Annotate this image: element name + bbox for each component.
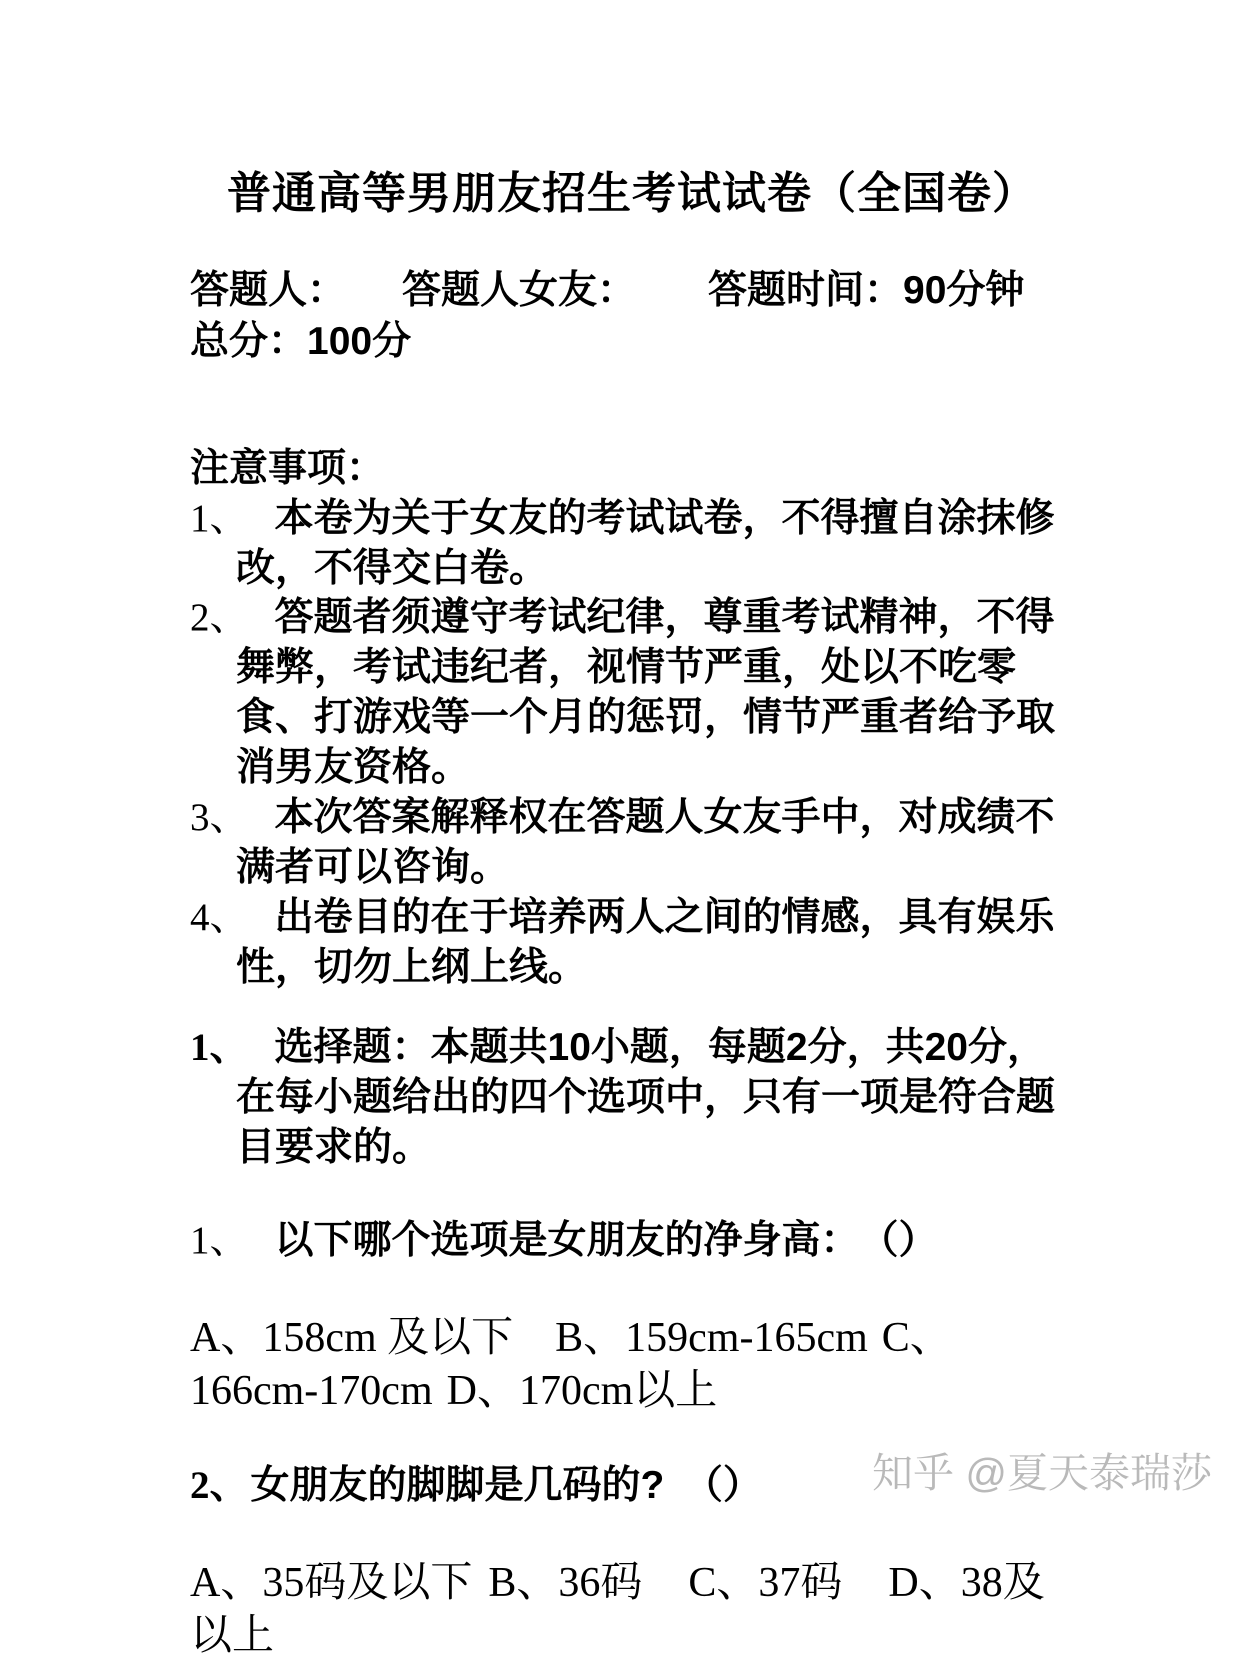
section-1-text: 选择题：本题共10小题，每题2分，共20分，在每小题给出的四个选项中，只有一项是符合题目要求的。 xyxy=(236,1025,1056,1169)
time-label: 答题时间： xyxy=(708,268,904,312)
question-2-option-d: D、38及以上 xyxy=(190,1560,1045,1659)
girlfriend-label: 答题人女友： xyxy=(402,268,637,312)
notice-item-4 xyxy=(190,893,1074,993)
section-1-number: 1、 xyxy=(190,1025,249,1069)
notice-item-1-text: 本卷为关于女友的考试试卷，不得擅自涂抹修改，不得交白卷。 xyxy=(236,496,1055,590)
question-2-option-b: B、36码 xyxy=(488,1560,643,1607)
question-2-option-a: A、35码及以下 xyxy=(190,1560,473,1607)
zhihu-watermark: 知乎 @夏天泰瑞莎 xyxy=(872,1450,1213,1496)
question-2-options xyxy=(190,1557,1074,1662)
notice-item-3 xyxy=(190,793,1074,893)
question-1-option-a: A、158cm 及以下 xyxy=(190,1315,514,1362)
question-1-option-d: D、170cm以上 xyxy=(446,1367,718,1414)
notice-item-1-number: 1、 xyxy=(190,496,249,540)
question-1-text: 以下哪个选项是女朋友的净身高： （） xyxy=(274,1219,938,1263)
section-1-intro xyxy=(190,1023,1074,1173)
total-label: 总分： xyxy=(190,320,308,364)
question-2-option-c: C、37码 xyxy=(688,1560,843,1607)
time-field xyxy=(708,269,1024,312)
notice-heading: 注意事项： xyxy=(190,446,386,490)
notice-item-4-text: 出卷目的在于培养两人之间的情感，具有娱乐性，切勿上纲上线。 xyxy=(236,895,1055,989)
question-2-text: 女朋友的脚脚是几码的? （） xyxy=(250,1464,762,1508)
notice-item-3-text: 本次答案解释权在答题人女友手中，对成绩不满者可以咨询。 xyxy=(236,796,1055,889)
answerer-label: 答题人： xyxy=(190,268,347,312)
question-2-number: 2、 xyxy=(190,1464,249,1508)
total-score-field xyxy=(190,320,411,363)
page-title: 普通高等男朋友招生考试试卷（全国卷） xyxy=(227,169,1037,218)
notice-item-4-number: 4、 xyxy=(190,895,249,939)
total-value: 100分 xyxy=(307,320,412,364)
question-1-number: 1、 xyxy=(190,1219,249,1263)
question-1-option-b: B、159cm-165cm xyxy=(555,1315,868,1362)
notice-item-3-number: 3、 xyxy=(190,796,249,840)
exam-header-line xyxy=(190,265,1074,368)
time-value: 90分钟 xyxy=(903,268,1025,312)
question-1-option-c: C、166cm-170cm xyxy=(190,1315,952,1414)
notice-section xyxy=(190,444,1074,993)
notice-item-2-text: 答题者须遵守考试纪律，尊重考试精神，不得舞弊，考试违纪者，视情节严重，处以不吃零食、打游戏等一个月的惩罚，情节严重者给予取消男友资格。 xyxy=(236,596,1056,790)
notice-item-1 xyxy=(190,494,1074,594)
question-1-options xyxy=(190,1312,1074,1417)
notice-item-2-number: 2、 xyxy=(190,596,249,640)
question-1 xyxy=(190,1216,1074,1266)
notice-item-2 xyxy=(190,593,1074,793)
